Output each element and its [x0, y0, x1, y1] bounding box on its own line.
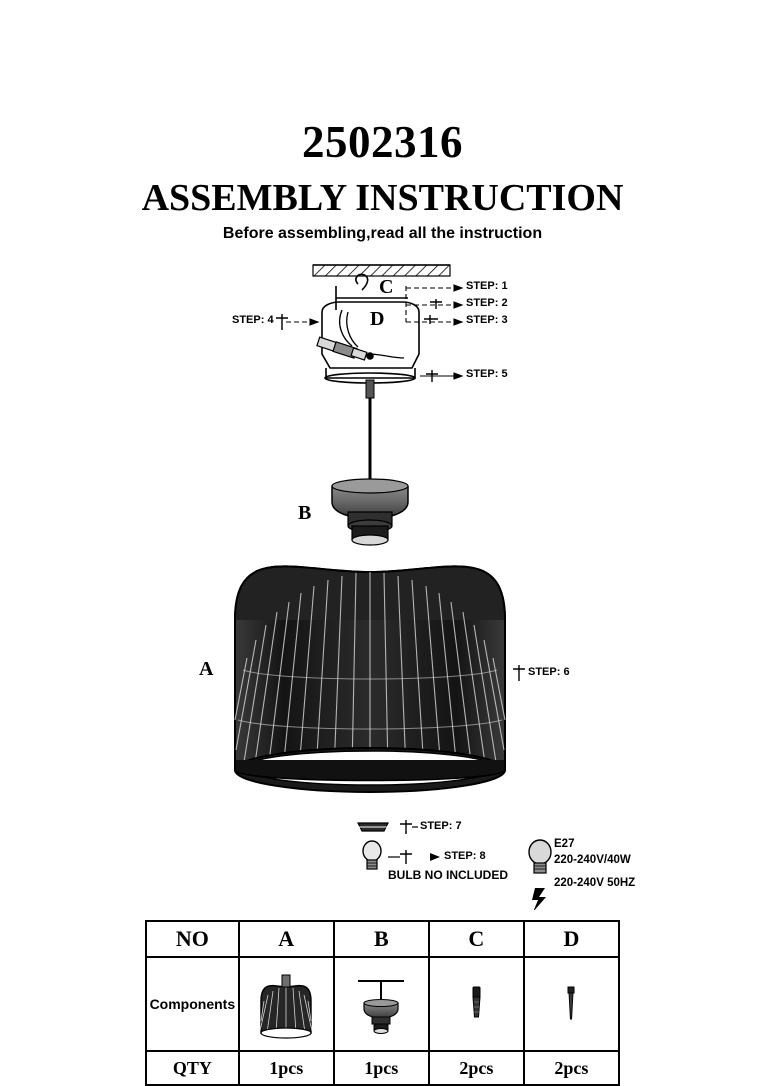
part-a-label: A — [199, 658, 214, 680]
component-cell-b — [334, 957, 429, 1051]
component-cell-c — [429, 957, 524, 1051]
parts-table — [145, 920, 620, 1086]
table-header-a: A — [239, 921, 334, 957]
lamp-holder-icon — [338, 961, 424, 1047]
cage-shade-icon — [243, 961, 329, 1047]
assembly-diagram — [0, 250, 765, 910]
part-b-graphic — [332, 479, 408, 545]
bulb-not-included-note: BULB NO INCLUDED — [388, 868, 508, 882]
spec-icons — [529, 840, 551, 910]
step8-label: STEP: 8 — [444, 850, 486, 862]
component-cell-a — [239, 957, 334, 1051]
step8-graphic — [363, 841, 440, 869]
suspension-cord-graphic — [366, 380, 374, 482]
step1-label: STEP: 1 — [466, 280, 508, 292]
part-a-graphic — [235, 566, 505, 792]
table-header-d: D — [524, 921, 619, 957]
part-b-label: B — [298, 502, 312, 524]
step4-label: STEP: 4 — [232, 314, 274, 326]
ceiling-bracket-graphic — [317, 274, 419, 383]
step7-graphic — [358, 820, 418, 834]
table-label-qty: QTY — [146, 1051, 239, 1085]
qty-b: 1pcs — [334, 1051, 429, 1085]
qty-a: 1pcs — [239, 1051, 334, 1085]
step2-label: STEP: 2 — [466, 297, 508, 309]
table-row-qty — [146, 1051, 619, 1085]
table-label-components: Components — [146, 957, 239, 1051]
page-title: ASSEMBLY INSTRUCTION — [141, 177, 624, 219]
ceiling-graphic — [313, 265, 450, 276]
page-subtitle: Before assembling,read all the instruction — [222, 225, 543, 242]
table-header-c: C — [429, 921, 524, 957]
spec-power: 220-240V/40W — [554, 854, 631, 866]
step6-label: STEP: 6 — [528, 666, 570, 678]
qty-d: 2pcs — [524, 1051, 619, 1085]
table-row-header — [146, 921, 619, 957]
part-c-label: C — [379, 276, 394, 298]
step3-label: STEP: 3 — [466, 314, 508, 326]
table-header-b: B — [334, 921, 429, 957]
anchor-plug-icon — [433, 961, 519, 1047]
table-header-no: NO — [146, 921, 239, 957]
table-row-components — [146, 957, 619, 1051]
document-number: 2502316 — [302, 117, 463, 167]
step6-marker — [513, 665, 525, 681]
spec-supply: 220-240V 50HZ — [554, 877, 636, 889]
qty-c: 2pcs — [429, 1051, 524, 1085]
spec-socket: E27 — [554, 838, 575, 850]
step7-label: STEP: 7 — [420, 820, 462, 832]
step5-label: STEP: 5 — [466, 368, 508, 380]
component-cell-d — [524, 957, 619, 1051]
part-d-label: D — [370, 308, 385, 330]
screw-icon — [528, 961, 614, 1047]
